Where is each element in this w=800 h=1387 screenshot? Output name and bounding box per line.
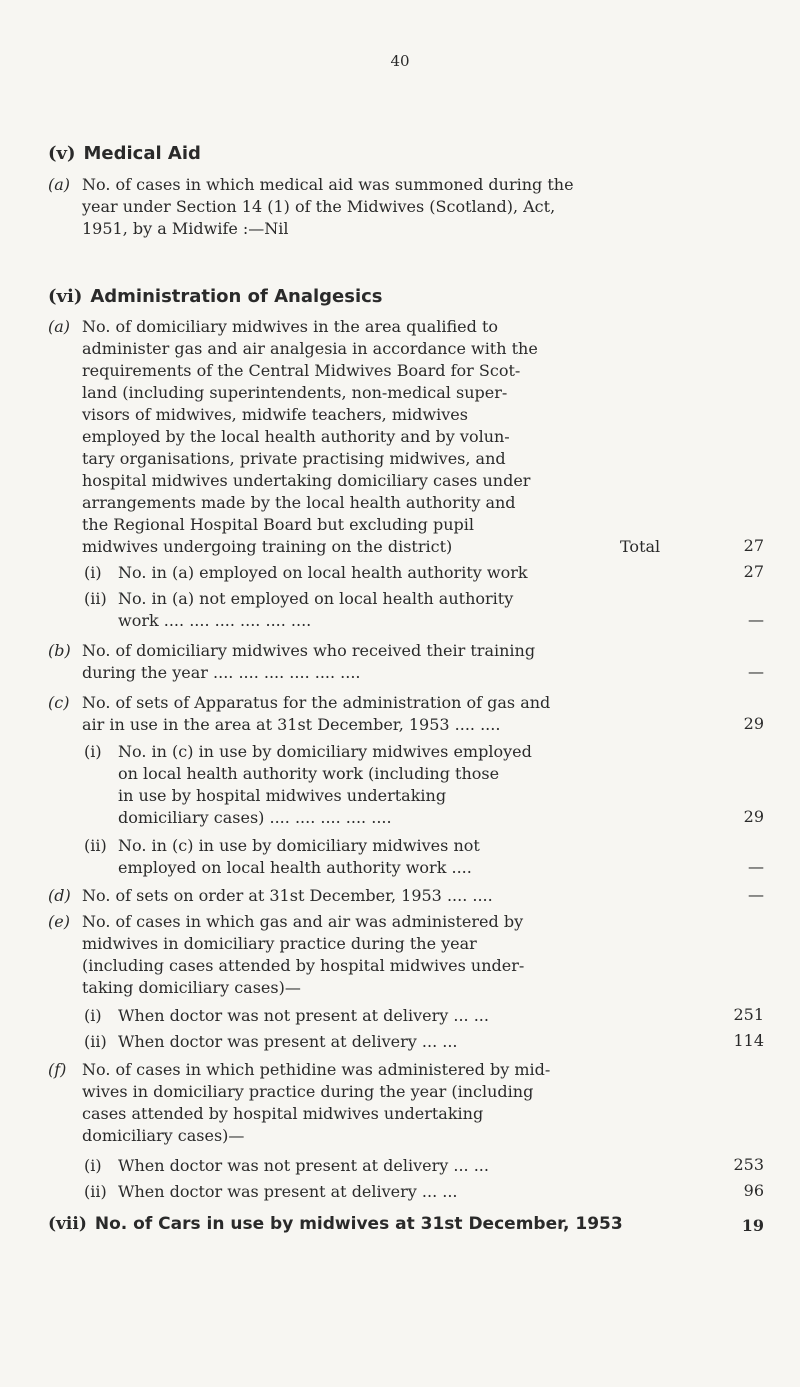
- item-label: (f): [48, 1060, 67, 1079]
- section-vi-item-e: [48, 911, 738, 999]
- item-text-line: No. of domiciliary midwives in the area qualified to: [82, 317, 499, 336]
- value: 19: [741, 1216, 764, 1235]
- item-label: (d): [48, 886, 71, 905]
- section-v-title: Medical Aid: [83, 143, 201, 164]
- item-text-line: tary organisations, private practising midwives, and: [82, 449, 506, 468]
- item-label: (a): [48, 175, 71, 194]
- sub-text-line: in use by hospital midwives undertaking: [118, 786, 447, 805]
- item-text-line: No. of cases in which medical aid was summoned during the: [82, 175, 574, 194]
- section-vi-number: (vi): [48, 286, 83, 307]
- item-text-line: midwives in domiciliary practice during the year: [82, 934, 477, 953]
- item-text-line: (including cases attended by hospital midwives under-: [82, 956, 525, 975]
- sub-text-line: No. in (a) not employed on local health authority: [118, 589, 514, 608]
- item-label: (e): [48, 912, 70, 931]
- section-vi-title: Administration of Analgesics: [90, 286, 383, 307]
- item-text-line: wives in domiciliary practice during the year (including: [82, 1082, 534, 1101]
- sub-text-line: No. in (c) in use by domiciliary midwives employed: [118, 742, 532, 761]
- section-vi-item-a-i: [84, 562, 684, 584]
- item-label: (b): [48, 641, 71, 660]
- section-vii-text: No. of Cars in use by midwives at 31st December, 1953: [94, 1214, 623, 1234]
- section-vi-item-e-ii: [84, 1031, 684, 1053]
- section-vi-item-d: [48, 885, 738, 907]
- value: 29: [743, 714, 764, 733]
- sub-text-line: When doctor was not present at delivery ... ...: [118, 1156, 489, 1175]
- sub-text-line: No. in (c) in use by domiciliary midwives not: [118, 836, 480, 855]
- item-text-line: year under Section 14 (1) of the Midwives (Scotland), Act,: [82, 197, 556, 216]
- item-text-line: administer gas and air analgesia in accordance with the: [82, 339, 538, 358]
- item-text-line: hospital midwives undertaking domiciliary cases under: [82, 471, 531, 490]
- section-v-item-a: [48, 174, 738, 240]
- item-text-line: during the year .... .... .... .... .... ....: [82, 663, 361, 682]
- total-value: 27: [743, 536, 764, 555]
- item-text-line: midwives undergoing training on the district): [82, 537, 453, 556]
- value: —: [748, 857, 764, 876]
- section-vii-heading: [48, 1214, 623, 1234]
- sub-text-line: When doctor was not present at delivery ... ...: [118, 1006, 489, 1025]
- value: 114: [733, 1031, 764, 1050]
- section-vi-item-c: [48, 692, 738, 736]
- sub-text-line: employed on local health authority work ....: [118, 858, 472, 877]
- sub-label: (ii): [84, 589, 107, 608]
- section-vii-number: (vii): [48, 1214, 87, 1234]
- sub-label: (i): [84, 1156, 102, 1175]
- value: —: [748, 662, 764, 681]
- sub-label: (ii): [84, 1032, 107, 1051]
- section-vi-item-c-ii: [84, 835, 684, 879]
- item-text-line: arrangements made by the local health authority and: [82, 493, 516, 512]
- section-vi-item-a-ii: [84, 588, 684, 632]
- section-vi-item-e-i: [84, 1005, 684, 1027]
- value: —: [748, 610, 764, 629]
- sub-text-line: When doctor was present at delivery ... ...: [118, 1182, 458, 1201]
- item-text-line: land (including superintendents, non-medical super-: [82, 383, 508, 402]
- sub-label: (i): [84, 563, 102, 582]
- sub-label: (i): [84, 742, 102, 761]
- item-text-line: requirements of the Central Midwives Board for Scot-: [82, 361, 521, 380]
- item-text-line: No. of cases in which pethidine was administered by mid-: [82, 1060, 551, 1079]
- item-label: (c): [48, 693, 70, 712]
- item-text-line: taking domiciliary cases)—: [82, 978, 301, 997]
- sub-text-line: on local health authority work (including those: [118, 764, 500, 783]
- item-text-line: domiciliary cases)—: [82, 1126, 245, 1145]
- section-vi-item-f-ii: [84, 1181, 684, 1203]
- item-text-line: visors of midwives, midwife teachers, midwives: [82, 405, 468, 424]
- value: —: [748, 885, 764, 904]
- sub-label: (i): [84, 1006, 102, 1025]
- sub-text-line: domiciliary cases) .... .... .... .... ....: [118, 808, 392, 827]
- section-vi-item-f: [48, 1059, 738, 1147]
- value: 96: [743, 1181, 764, 1200]
- section-vi-item-f-i: [84, 1155, 684, 1177]
- item-text-line: air in use in the area at 31st December, 1953 .... ....: [82, 715, 501, 734]
- sub-text-line: When doctor was present at delivery ... ...: [118, 1032, 458, 1051]
- item-text-line: 1951, by a Midwife :—Nil: [82, 219, 289, 238]
- item-text-line: the Regional Hospital Board but excluding pupil: [82, 515, 475, 534]
- item-text-line: No. of cases in which gas and air was administered by: [82, 912, 524, 931]
- section-v-number: (v): [48, 143, 76, 164]
- page-number: 40: [390, 52, 410, 70]
- value: 27: [743, 562, 764, 581]
- item-text-line: No. of sets of Apparatus for the administration of gas and: [82, 693, 551, 712]
- total-label: Total: [620, 537, 661, 556]
- sub-label: (ii): [84, 836, 107, 855]
- sub-text-line: work .... .... .... .... .... ....: [118, 611, 312, 630]
- value: 253: [733, 1155, 764, 1174]
- value: 29: [743, 807, 764, 826]
- section-vi-item-a: [48, 316, 738, 558]
- item-text-line: No. of sets on order at 31st December, 1953 .... ....: [82, 886, 493, 905]
- item-text-line: employed by the local health authority and by volun-: [82, 427, 510, 446]
- item-label: (a): [48, 317, 71, 336]
- section-vi-item-b: [48, 640, 738, 684]
- section-vi-item-c-i: [84, 741, 684, 829]
- sub-text-line: No. in (a) employed on local health authority work: [118, 563, 528, 582]
- value: 251: [733, 1005, 764, 1024]
- section-vi-heading: [48, 286, 383, 307]
- sub-label: (ii): [84, 1182, 107, 1201]
- item-text-line: No. of domiciliary midwives who received their training: [82, 641, 536, 660]
- section-v-heading: [48, 143, 201, 164]
- item-text-line: cases attended by hospital midwives undertaking: [82, 1104, 484, 1123]
